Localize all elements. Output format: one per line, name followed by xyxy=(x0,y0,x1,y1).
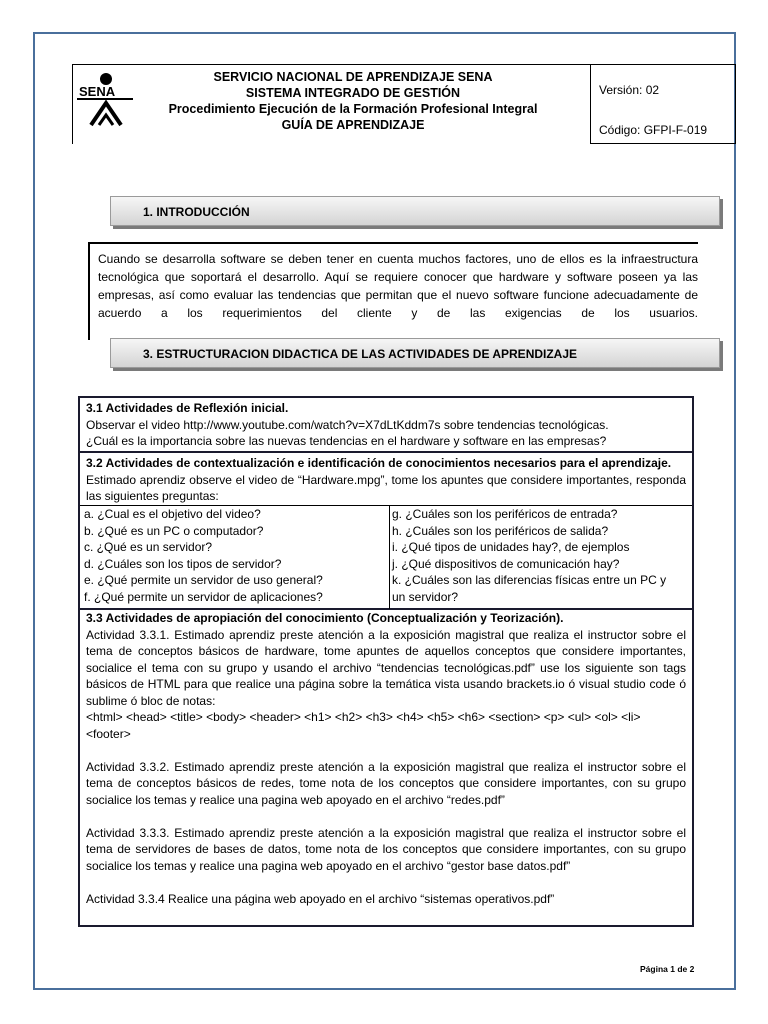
activity-3-2-intro: Estimado aprendiz observe el video de “Hardware.mpg”, tome los apuntes que considere importantes, responda las siguientes preguntas: xyxy=(86,472,686,503)
section-title-estructuracion: 3. ESTRUCTURACION DIDACTICA DE LAS ACTIVIDADES DE APRENDIZAJE xyxy=(143,347,578,361)
activity-3-3-title: 3.3 Actividades de apropiación del conocimiento (Conceptualización y Teorización). xyxy=(86,611,564,625)
header-title-cell xyxy=(72,64,590,144)
activity-3-2-title: 3.2 Actividades de contextualización e identificación de conocimientos necesarios para el aprendizaje. xyxy=(86,456,672,470)
activity-3-3 xyxy=(80,610,692,907)
questions-left-column xyxy=(80,506,390,609)
activity-3-1-title: 3.1 Actividades de Reflexión inicial. xyxy=(86,401,289,415)
header-title-3: Procedimiento Ejecución de la Formación Profesional Integral xyxy=(168,102,538,116)
sena-logo-icon xyxy=(77,69,135,127)
header-title-1: SERVICIO NACIONAL DE APRENDIZAJE SENA xyxy=(213,70,493,84)
header-title-4: GUÍA DE APRENDIZAJE xyxy=(281,118,425,132)
question-item: d. ¿Cuáles son los tipos de servidor? xyxy=(84,556,282,571)
question-item: e. ¿Qué permite un servidor de uso general? xyxy=(84,573,323,587)
questions-right-column xyxy=(390,506,692,609)
activities-table xyxy=(78,396,694,927)
version-label: Versión: 02 xyxy=(599,83,660,97)
activity-3-1-line2: ¿Cuál es la importancia sobre las nuevas tendencias en el hardware y software en las empresas? xyxy=(86,434,607,448)
svg-text:SENA: SENA xyxy=(79,84,116,99)
question-item: c. ¿Qué es un servidor? xyxy=(84,540,213,554)
question-item: j. ¿Qué dispositivos de comunicación hay? xyxy=(392,556,620,571)
question-item: f. ¿Qué permite un servidor de aplicaciones? xyxy=(84,589,323,604)
question-item: b. ¿Qué es un PC o computador? xyxy=(84,523,264,538)
intro-paragraph: Cuando se desarrolla software se deben tener en cuenta muchos factores, uno de ellos es la infraestructura tecnológica que soportará el desarrollo. Aquí se requiere conocer que hardware y software poseen ya las empresas, así como evaluar las tendencias que permitan que el nuevo software funcione adecuadamente de acuerdo a los requerimientos del cliente y de las exigencias de los usuarios. xyxy=(88,242,698,340)
page-number: Página 1 de 2 xyxy=(640,964,695,974)
section-bar-introduccion xyxy=(110,196,720,226)
activity-3-2 xyxy=(80,453,692,610)
code-label: Código: GFPI-F-019 xyxy=(599,123,708,137)
question-item: g. ¿Cuáles son los periféricos de entrada? xyxy=(392,507,618,521)
activity-3-3-3: Actividad 3.3.3. Estimado aprendiz preste atención a la exposición magistral que realiza el instructor sobre el tema de servidores de bases de datos, tome nota de los conceptos que considere importantes, con su grupo socialice los temas y realice una pagina web apoyado en el archivo “gestor base datos.pdf” xyxy=(86,825,686,873)
section-bar-estructuracion xyxy=(110,338,720,368)
question-item: h. ¿Cuáles son los periféricos de salida? xyxy=(392,523,609,538)
activity-3-3-2: Actividad 3.3.2. Estimado aprendiz preste atención a la exposición magistral que realiza el instructor sobre el tema de conceptos básicos de redes, tome nota de los conceptos que considere importantes, con su grupo socialice los temas y realice una pagina web apoyado en el archivo “redes.pdf” xyxy=(86,759,686,807)
header-title-2: SISTEMA INTEGRADO DE GESTIÓN xyxy=(245,86,461,100)
header-meta-cell xyxy=(590,64,736,144)
activity-3-3-1: Actividad 3.3.1. Estimado aprendiz preste atención a la exposición magistral que realiza el instructor sobre el tema de conceptos básicos de hardware, tome apuntes de aquellos conceptos que considere importantes, socialice el tema con su grupo y usando el archivo “tendencias tecnológicas.pdf” use los siguiente son tags básicos de HTML para que realice una página sobre la temática vista usando brackets.io ó visual studio code ó sublime ó bloc de notas: xyxy=(86,627,686,708)
questions-grid xyxy=(80,505,692,608)
question-item: k. ¿Cuáles son las diferencias físicas entre un PC y xyxy=(392,573,667,587)
activity-3-1 xyxy=(80,398,692,453)
document-header xyxy=(72,64,736,144)
activity-3-3-4: Actividad 3.3.4 Realice una página web apoyado en el archivo “sistemas operativos.pdf” xyxy=(86,891,555,906)
section-title-introduccion: 1. INTRODUCCIÓN xyxy=(143,205,250,219)
question-item: i. ¿Qué tipos de unidades hay?, de ejemplos xyxy=(392,540,630,554)
question-item: a. ¿Cual es el objetivo del video? xyxy=(84,507,261,521)
html-tags-list: <html> <head> <title> <body> <header> <h1> <h2> <h3> <h4> <h5> <h6> <section> <p> <ul> <ol> <li> <footer> xyxy=(86,710,641,741)
activity-3-1-line1: Observar el video http://www.youtube.com/watch?v=X7dLtKddm7s sobre tendencias tecnológicas. xyxy=(86,417,609,432)
header-titles xyxy=(133,69,573,133)
question-item: un servidor? xyxy=(392,589,459,604)
